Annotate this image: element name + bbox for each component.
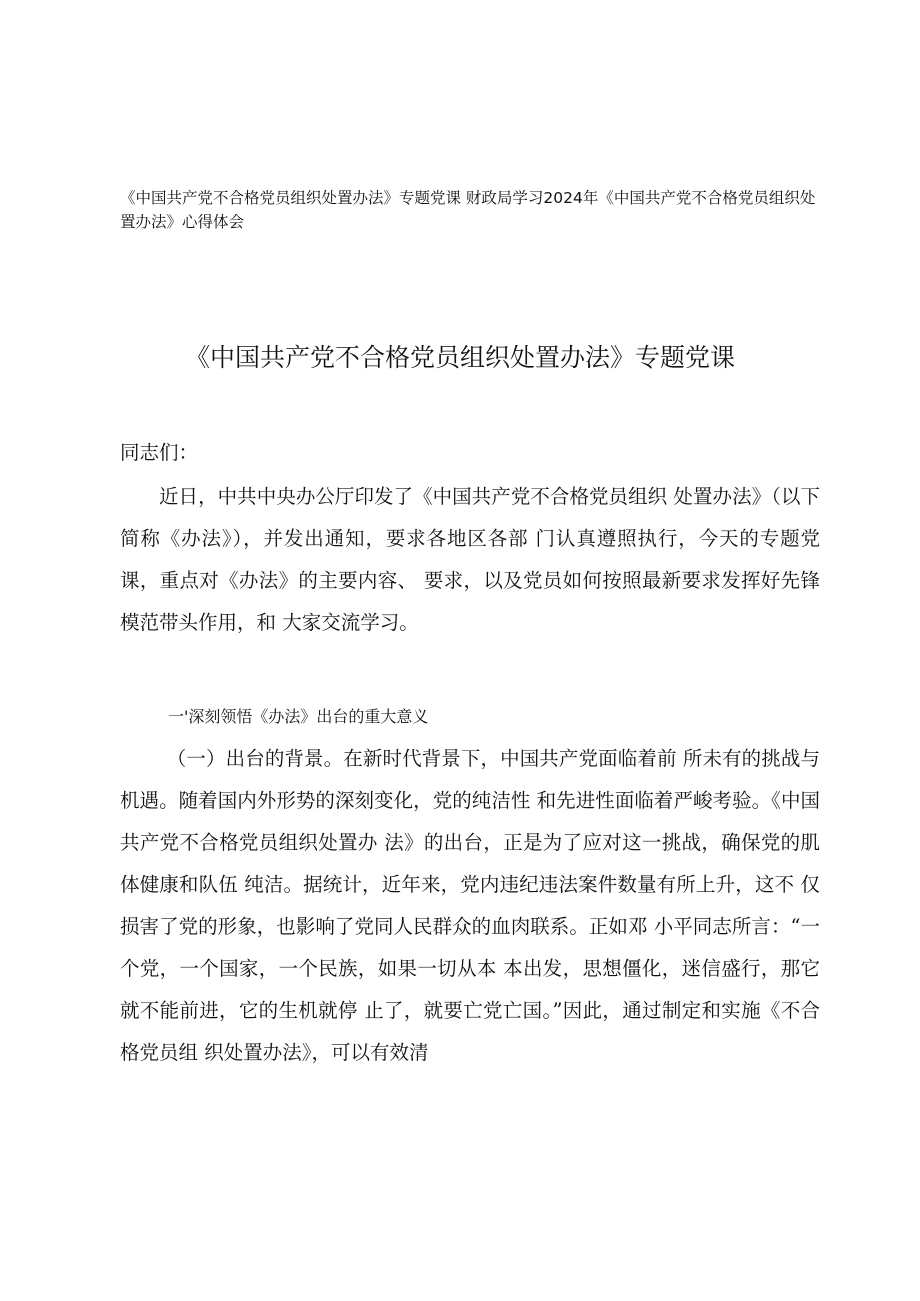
paragraph-background: （一）出台的背景。在新时代背景下，中国共产党面临着前 所未有的挑战与机遇。随着国内外形势的深刻变化，党的纯洁性 和先进性面临着严峻考验。《中国共产党不合格党员组织处置办 法》的出台，正是为了应对这一挑战，确保党的肌体健康和队伍 纯洁。据统计，近年来，党内违纪违法案件数量有所上升，这不 仅损害了党的形象，也影响了党同人民群众的血肉联系。正如邓 小平同志所言：“一个党，一个国家，一个民族，如果一切从本 本出发，思想僵化，迷信盛行，那它就不能前进，它的生机就停 止了，就要亡党亡国。”因此，通过制定和实施《不合格党员组 织处置办法》，可以有效清 bbox=[120, 747, 820, 1064]
paragraph-intro: 近日，中共中央办公厅印发了《中国共产党不合格党员组织 处置办法》（以下简称《办法》），并发出通知，要求各地区各部 门认真遵照执行，今天的专题党课，重点对《办法》的主要内容、 要求，以及党员如何按照最新要求发挥好先锋模范带头作用，和 大家交流学习。 bbox=[120, 485, 820, 634]
document-header: 《中国共产党不合格党员组织处置办法》专题党课 财政局学习2024年《中国共产党不合格党员组织处置办法》心得体会 bbox=[120, 189, 816, 231]
page-title: 《中国共产党不合格党员组织处置办法》专题党课 bbox=[184, 343, 735, 372]
section-heading: 一'深刻领悟《办法》出台的重大意义 bbox=[168, 707, 429, 726]
greeting: 同志们： bbox=[120, 441, 199, 464]
